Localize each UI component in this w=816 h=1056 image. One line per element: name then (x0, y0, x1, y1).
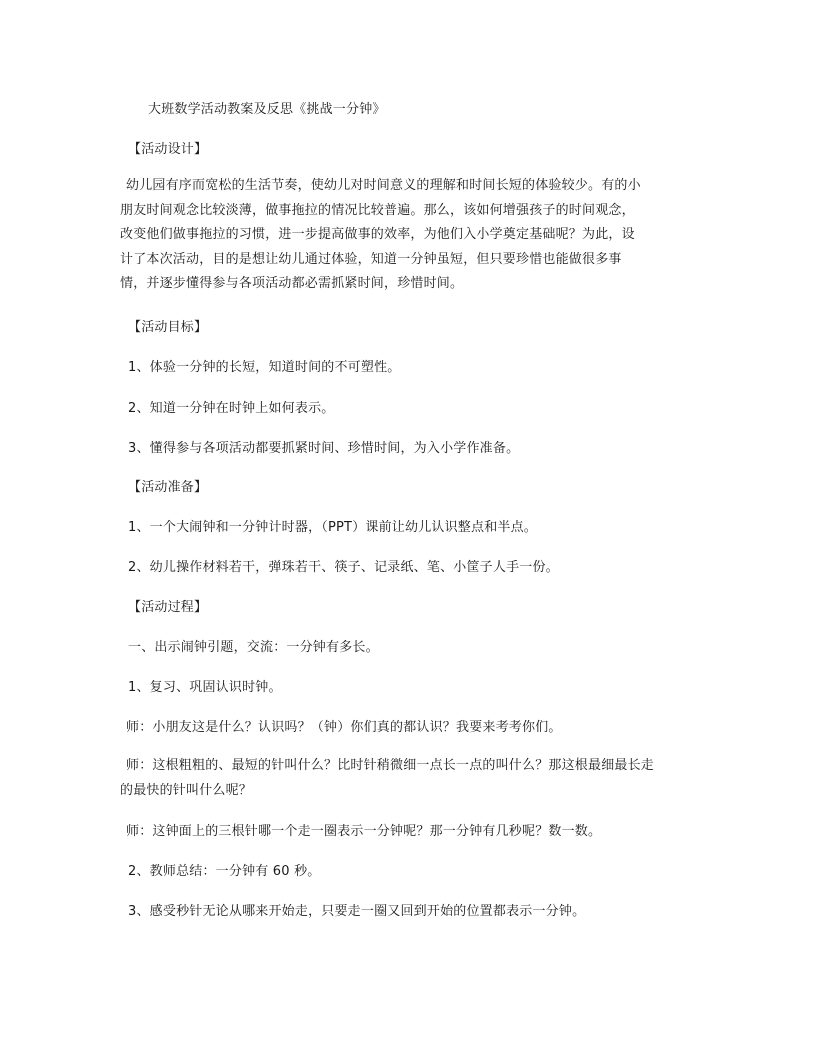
goal-item-1: 1、体验一分钟的长短，知道时间的不可塑性。 (128, 360, 401, 375)
section-heading-process: 【活动过程】 (128, 600, 208, 615)
teacher-line-2: 师：这根粗粗的、最短的针叫什么？比时针稍微细一点长一点的叫什么？那这根最细最长走的最快的针叫什么呢？ (120, 758, 655, 798)
section-heading-design: 【活动设计】 (128, 142, 208, 157)
goal-item-2: 2、知道一分钟在时钟上如何表示。 (128, 401, 335, 416)
process-step-3: 3、感受秒针无论从哪来开始走，只要走一圈又回到开始的位置都表示一分钟。 (128, 904, 586, 919)
section-heading-prep: 【活动准备】 (128, 480, 208, 495)
teacher-line-3: 师：这钟面上的三根针哪一个走一圈表示一分钟呢？那一分钟有几秒呢？数一数。 (126, 824, 602, 839)
design-paragraph: 幼儿园有序而宽松的生活节奏，使幼儿对时间意义的理解和时间长短的体验较少。有的小朋友时间观念比较淡薄，做事拖拉的情况比较普遍。那么，该如何增强孩子的时间观念，改变他们做事拖拉的习惯，进一步提高做事的效率，为他们入小学奠定基础呢？为此，设计了本次活动，目的是想让幼儿通过体验，知道一分钟虽短，但只要珍惜也能做很多事情，并逐步懂得参与各项活动都必需抓紧时间，珍惜时间。 (120, 178, 641, 291)
process-step-1: 1、复习、巩固认识时钟。 (128, 680, 282, 695)
prep-item-1: 1、一个大闹钟和一分钟计时器，（PPT）课前让幼儿认识整点和半点。 (128, 520, 537, 535)
document-title: 大班数学活动教案及反思《挑战一分钟》 (148, 102, 386, 117)
goal-item-3: 3、懂得参与各项活动都要抓紧时间、珍惜时间，为入小学作准备。 (128, 441, 520, 456)
process-step-2: 2、教师总结：一分钟有 60 秒。 (128, 864, 321, 879)
section-heading-goals: 【活动目标】 (128, 320, 208, 335)
prep-item-2: 2、幼儿操作材料若干，弹珠若干、筷子、记录纸、笔、小筐子人手一份。 (128, 560, 559, 575)
teacher-line-1: 师：小朋友这是什么？认识吗？（钟）你们真的都认识？我要来考考你们。 (126, 720, 562, 735)
process-intro: 一、出示闹钟引题，交流：一分钟有多长。 (128, 640, 379, 655)
